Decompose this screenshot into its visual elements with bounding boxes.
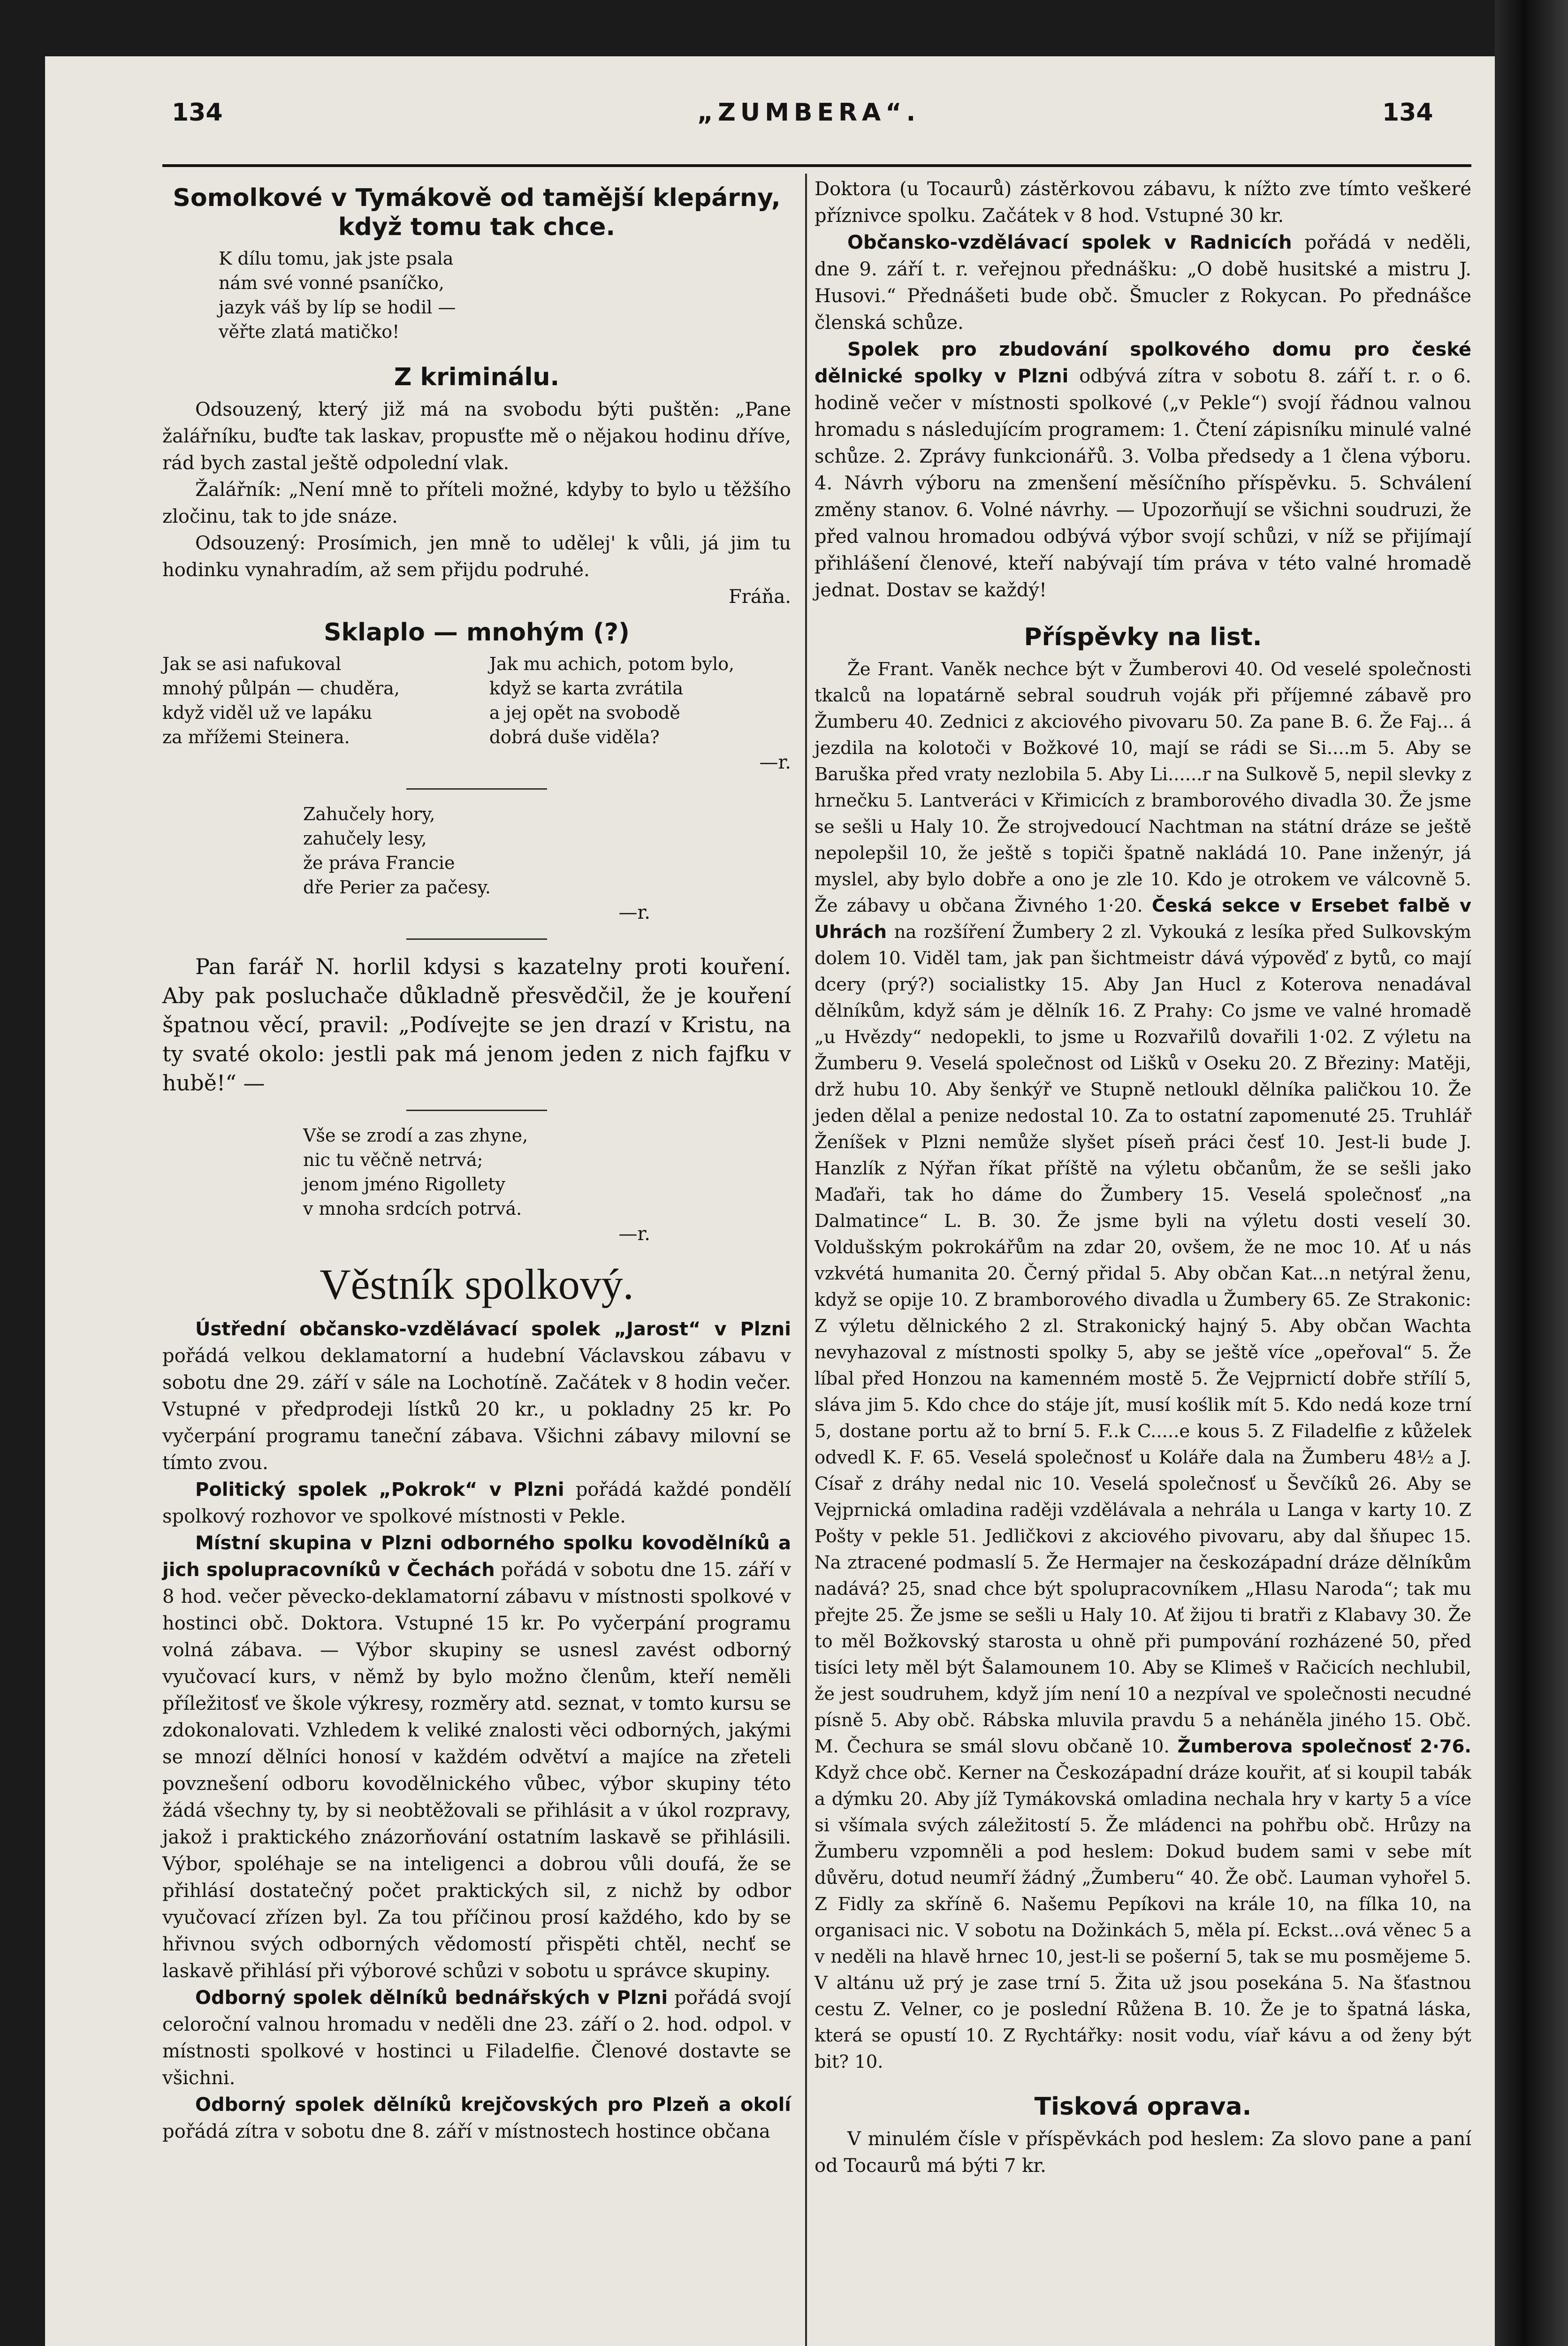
sklaplo-poem-left: Jak se asi nafukoval mnohý půlpán — chuděra, když viděl už ve lapáku za mřížemi Steinera.	[162, 654, 400, 747]
vestnik-item-text: pořádá každé pondělí spolkový rozhovor ve spolkové místnosti v Pekle.	[162, 1479, 791, 1527]
somolkove-heading: Somolkové v Tymákově od tamější klepárny, když tomu tak chce.	[173, 184, 781, 241]
prispevky-text	[814, 656, 1471, 2075]
header-rule	[162, 164, 1471, 167]
vestnik-item-title: Ústřední občansko-vzdělávací spolek „Jarost“ v Plzni	[195, 1318, 791, 1340]
vestnik-item	[162, 1530, 791, 1985]
prispevky-bold-2: Žumberova společnosť 2·76.	[1177, 1736, 1471, 1757]
left-column	[162, 176, 791, 2145]
kriminal-paragraph-3: Odsouzený: Prosímich, jen mně to udělej' k vůli, já jim tu hodinku vynahradím, až sem přijdu podruhé.	[162, 533, 791, 581]
divider	[406, 938, 547, 940]
page-number-right: 134	[1382, 99, 1433, 127]
prispevky-heading: Příspěvky na list.	[1024, 623, 1262, 651]
prispevky-part-3: Když chce obč. Kerner na Českozápadní dráze kouřit, ať si koupil tabák a dýmku 20. Aby jíž Tymákovská omladina nechala hry v karty 5 a více si všímala svých záležitostí 5. Že mládenci na pohřbu obč. Hrůzy na Žumberu vzpomněli a pod heslem: Dokud budem sami v sebe mít důvěru, dotud neumří žádný „Žumberu“ 40. Že obč. Lauman vyhořel 5. Z Fidly za skříně 6. Našemu Pepíkovi na krále 10, na fílka 10, na organisaci nic. V sobotu na Dožinkách 5, měla pí. Eckst...ová věnec 5 a v neděli na hlavě hrnec 10, jest-li se pošerní 5, tak se mu posmějeme 5. V altánu už prý je zase trní 5. Žita už jsou posekána 5. Na šťastnou cestu Z. Velner, co je poslední Růžena B. 10. Že je to špatná láska, která se opustí 10. Z Rychtářky: nosit vodu, víař kávu a od ženy být bit? 10.	[814, 1762, 1471, 2072]
vestnik-item-title: Odborný spolek dělníků bednářských v Plzni	[195, 1987, 668, 2009]
vse-signature: —r.	[618, 1223, 650, 1245]
prispevky-part-2: na rozšíření Žumbery 2 zl. Vykouká z lesíka před Sulkovským dolem 10. Viděl tam, jak pan šichtmeistr dává výpověď z bytů, co mají dcery (prý?) socialistky 15. Aby Jan Hucl z Koterova nenadával dělníkům, když sám je dělník 16. Z Prahy: Co jsme ve valné hromadě „u Hvězdy“ nedopekli, to jsme u Rozvařilů dovařili 1·02. Z výletu na Žumberu 9. Veselá společnost od Lišků v Oseku 20. Z Březiny: Matěji, drž hubu 10. Aby šenkýř ve Stupně netloukl dělníka paličkou 10. Že jeden dělal a penize nedostal 10. Za to ostatní zapomenuté 25. Truhlář Ženíšek v Plzni nemůže slyšet píseň práci česť 10. Jest-li bude J. Hanzlík z Nýřan říkat příště na výletu občanům, že se sešli jako Maďaři, tak ho dáme do Žumbery 15. Veselá společnosť „na Dalmatince“ L. B. 30. Že jsme byli na výletu dosti veselí 30. Voldušským pokrokářům na zdar 20, ovšem, že ne moc 10. Ať u nás vzkvétá humanita 20. Černý přidal 5. Aby občan Kat...n netýral ženu, když se opije 10. Z bramborového divadla u Žumbery 65. Ze Strakonic: Z výletu dělnického 2 zl. Strakonický hajný 5. Aby občan Wachta nevyhazoval z místnosti spolky 5, aby se ještě více „opeřoval“ 5. Že líbal před Honzou na kamenném mostě 5. Že Vejprnictí dobře střílí 5, sláva jim 5. Kdo chce do stáje jít, musí koślik mít 5. Kdo nedá koze trní 5, dostane portu až to brní 5. F..k C.....e kous 5. Z Filadelfie z kůželek odvedl K. F. 65. Veselá společnosť u Koláře dala na Žumberu 48½ a J. Císař z dráhy nedal nic 10. Veselá společnosť u Ševčíků 26. Aby se Vejprnická omladina raději vzdělávala a nehrála u Langa v karty 10. Z Pošty v pekle 51. Jedličkovi z akciového pivovaru, aby dal šňupec 15. Na ztracené podmaslí 5. Že Hermajer na českozápadní dráze dělníkům nadává? 25, snad chce být spolupracovníkem „Hlasu Naroda“; tak mu přejte 25. Že jsme se sešli u Haly 10. Ať žijou ti bratři z Klabavy 30. Že to měl Božkovský starosta u ohně při pumpování rozházené 50, před tisíci lety měl být Šalamounem 10. Aby se Klimeš v Račicích nechlubil, že jest soudruhem, když jím není 10 a nezpíval ve společnosti necudné písně 5. Aby obč. Rábska mluvila pravdu 5 a neháněla jiného 15. Obč. M. Čechura se smál slovu občaně 10.	[814, 922, 1471, 1757]
page-number-left: 134	[172, 99, 223, 127]
page-header	[45, 75, 1495, 131]
vestnik-item-title: Politický spolek „Pokrok“ v Plzni	[195, 1479, 564, 1501]
prispevky-bold-1: Česká sekce v Ersebet falbě v Uhrách	[814, 895, 1471, 943]
divider	[406, 788, 547, 790]
vestnik-item	[814, 336, 1471, 604]
tiskova-heading: Tisková oprava.	[1034, 2093, 1252, 2121]
prispevky-part-1: Že Frant. Vaněk nechce být v Žumberovi 40. Od veselé společnosti tkalců na lopatárně sebral soudruh voják při příjemné zábavě pro Žumberu 40. Zednici z akciového pivovaru 50. Za pane B. 6. Že Faj... á jezdila na kolotoči v Božkové 10, mají se rádi se Si....m 5. Aby se Baruška před vraty nezlobila 5. Aby Li......r na Sulkově 5, nepil slevky z hrnečku 5. Lantveráci v Křimicích z bramborového divadla 30. Že jsme se sešli u Haly 10. Že strojvedoucí Nachtman na státní dráze se ještě nepolepšil 10, že ještě s topiči špatně nakládá 10. Pane inženýr, já myslel, aby bylo dobře a ono je zle 10. Kdo je otrokem ve válcovně 5. Že zábavy u občana Živného 1·20.	[814, 659, 1471, 916]
vestnik-continuation	[814, 176, 1471, 604]
vestnik-item	[162, 1316, 791, 1477]
vestnik-item-text: pořádá zítra v sobotu dne 8. září v místnostech hostince občana	[162, 2121, 770, 2142]
column-separator	[805, 174, 807, 2346]
vestnik-cont-paragraph: Doktora (u Tocaurů) zástěrkovou zábavu, k nížto zve tímto veškeré příznivce spolku. Začátek v 8 hod. Vstupné 30 kr.	[814, 178, 1471, 227]
vestnik-item	[162, 2092, 791, 2145]
vestnik-item	[162, 1477, 791, 1530]
zahucely-poem: Zahučely hory, zahučely lesy, že práva Francie dře Perier za pačesy.	[303, 804, 491, 898]
somolkove-poem: K dílu tomu, jak jste psala nám své vonné psaníčko, jazyk váš by líp se hodil — věřte zlatá matičko!	[219, 248, 456, 342]
journal-title: „ZUMBERA“.	[697, 99, 921, 127]
newspaper-page	[45, 56, 1495, 2346]
divider	[406, 1110, 547, 1111]
sklaplo-heading: Sklaplo — mnohým (?)	[324, 618, 630, 647]
farar-paragraph: Pan farář N. horlil kdysi s kazatelny proti kouření. Aby pak posluchače důkladně přesvědčil, že je kouření špatnou věcí, pravil: „Podívejte se jen drazí v Kristu, na ty svaté okolo: jestli pak má jenom jeden z nich fajfku v hubě!“ —	[162, 954, 791, 1096]
kriminal-paragraph-2: Žalářník: „Není mně to příteli možné, kdyby to bylo u těžšího zločinu, tak to jde snáze.	[162, 479, 791, 527]
vestnik-item-text: pořádá svojí celoroční valnou hromadu v neděli dne 23. září o 2. hod. odpol. v místnosti spolkové v hostinci u Filadelfie. Členové dostavte se všichni.	[162, 1987, 791, 2089]
sklaplo-poem-right: Jak mu achich, potom bylo, když se karta zvrátila a jej opět na svobodě dobrá duše viděla?	[489, 654, 735, 747]
vestnik-item-title: Odborný spolek dělníků krejčovských pro Plzeň a okolí	[195, 2094, 791, 2116]
kriminal-signature: Fráňa.	[728, 586, 791, 608]
sklaplo-poems	[162, 652, 791, 749]
vestnik-section	[162, 1316, 791, 2145]
scan-edge	[1495, 0, 1568, 2346]
tiskova-paragraph: V minulém čísle v příspěvkách pod heslem: Za slovo pane a paní od Tocaurů má býti 7 kr.	[814, 2128, 1471, 2177]
vestnik-item-text: pořádá v sobotu dne 15. září v 8 hod. večer pěvecko-deklamatorní zábavu v místnosti spolkové v hostinci obč. Doktora. Vstupné 15 kr. Po vyčerpání programu volná zábava. — Výbor skupiny se usnesl zavést odborný vyučovací kurs, v němž by bylo možno členům, kteří neměli příležitosť ve škole výkresy, rozměry atd. seznat, v tomto kursu se zdokonalovati. Vzhledem k veliké znalosti věci odborných, jakými se mnozí dělníci honosí v každém odvětví a majíce na zřeteli povznešení odboru kovodělnického vůbec, výbor skupiny této žádá všechny ty, by si neobtěžovali se přihlásit a v úkol rozpravy, jakož i praktického znázorňování ostatním laskavě se přihlásili. Výbor, spoléhaje se na inteligenci a dobrou vůli doufá, že se přihlásí dostatečný počet praktických sil, z nichž by odbor vyučovací zřízen byl. Za tou příčinou prosí každého, kdo by se hřivnou svých odborných vědomostí přispěti chtěl, nechť se laskavě přihlásí při výborové schůzi v sobotu u správce skupiny.	[162, 1559, 791, 1982]
vestnik-item-text: odbývá zítra v sobotu 8. září t. r. o 6. hodině večer v místnosti spolkové („v Pekle“) svojí řádnou valnou hromadu s následujícím programem: 1. Čtení zápisníku minulé valné schůze. 2. Zprávy funkcionářů. 3. Volba předsedy a 1 člena výboru. 4. Návrh výboru na zmenšení měsíčního příspěvku. 5. Schválení změny stanov. 6. Volné návrhy. — Upozorňují se všichni soudruzi, že před valnou hromadou odbývá výbor svojí schůzi, v níž se přijímají přihlášení členové, kteří nabývají tím práva v této valné hromadě jednat. Dostav se každý!	[814, 366, 1471, 601]
prispevky-section	[814, 656, 1471, 2075]
vestnik-item-title: Občansko-vzdělávací spolek v Radnicích	[847, 232, 1292, 253]
vse-poem: Vše se zrodí a zas zhyne, nic tu věčně netrvá; jenom jméno Rigollety v mnoha srdcích potrvá.	[303, 1125, 528, 1219]
right-column	[814, 176, 1471, 2179]
sklaplo-signature: —r.	[759, 752, 791, 773]
zahucely-signature: —r.	[618, 902, 650, 923]
vestnik-item-text: pořádá velkou deklamatorní a hudební Václavskou zábavu v sobotu dne 29. září v sále na Lochotíně. Začátek v 8 hodin večer. Vstupné v předprodeji lístků 20 kr., u pokladny 25 kr. Po vyčerpání programu taneční zábava. Všichni zábavy milovní se tímto zvou.	[162, 1345, 791, 1474]
kriminal-paragraph-1: Odsouzený, který již má na svobodu býti puštěn: „Pane žalářníku, buďte tak laskav, propusťte mě o nějakou hodinu dříve, rád bych zastal ještě odpolední vlak.	[162, 399, 791, 474]
kriminal-heading: Z kriminálu.	[394, 363, 560, 391]
vestnik-item-title: Místní skupina v Plzni odborného spolku kovodělníků a jich spolupracovníků v Čechách	[162, 1532, 791, 1581]
vestnik-item-text: pořádá v neděli, dne 9. září t. r. veřejnou přednášku: „O době husitské a mistru J. Husovi.“ Přednášeti bude obč. Šmucler z Rokycan. Po přednášce členská schůze.	[814, 232, 1471, 334]
vestnik-item	[814, 229, 1471, 336]
vestnik-item	[162, 1985, 791, 2092]
vestnik-item-title: Spolek pro zbudování spolkového domu pro české dělnické spolky v Plzni	[814, 339, 1471, 387]
vestnik-heading: Věstník spolkový.	[320, 1260, 634, 1308]
